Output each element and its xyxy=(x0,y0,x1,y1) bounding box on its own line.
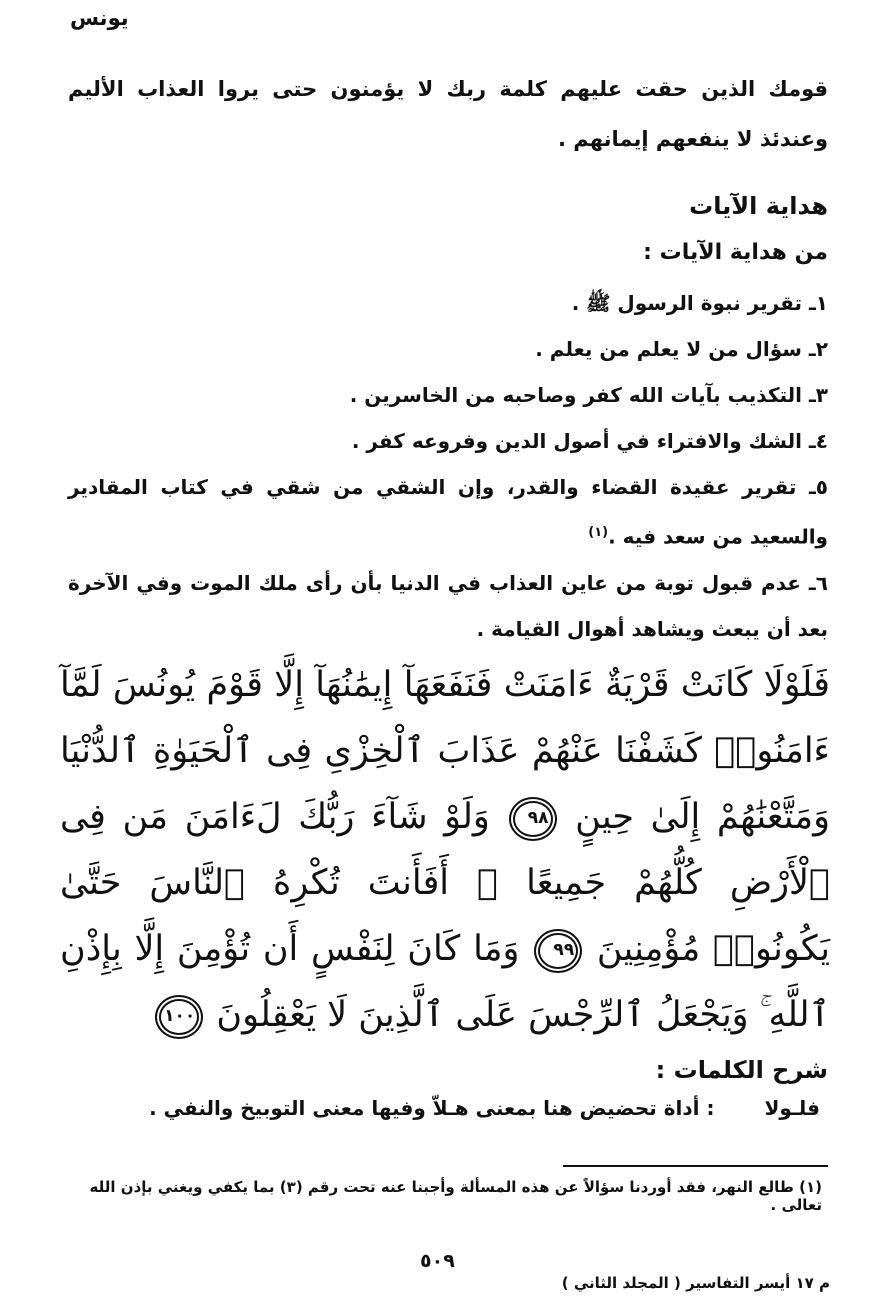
vocabulary-row xyxy=(80,1096,820,1120)
footnote-reference: (١) xyxy=(588,525,609,540)
footer-signature: م ١٧ أيسر التفاسير ( المجلد الثاني ) xyxy=(561,1274,830,1292)
guidance-item-5-text: ٥ـ تقرير عقيدة القضاء والقدر، وإن الشقي من شقي في كتاب المقادير والسعيد من سعد فيه . xyxy=(68,475,828,549)
guidance-subheading: من هداية الآيات : xyxy=(643,240,828,265)
ayah-marker-100: ١٠٠ xyxy=(159,999,199,1035)
ayah-marker-98: ٩٨ xyxy=(513,801,553,837)
guidance-item-4: ٤ـ الشك والافتراء في أصول الدين وفروعه كفر . xyxy=(351,429,828,453)
vocabulary-heading: شرح الكلمات : xyxy=(655,1056,828,1084)
verse-99-text: وَلَوْ شَآءَ رَبُّكَ لَءَامَنَ مَن فِى ٱلْأَرْضِ كُلُّهُمْ جَمِيعًا ۚ أَفَأَنتَ تُكْرِهُ ٱلنَّاسَ حَتَّىٰ يَكُونُوا۟ مُؤْمِنِينَ xyxy=(60,797,830,969)
page-number: ٥٠٩ xyxy=(420,1250,455,1272)
intro-paragraph: قومك الذين حقت عليهم كلمة ربك لا يؤمنون حتى يروا العذاب الأليم وعندئذ لا ينفعهم إيمانهم . xyxy=(68,77,828,151)
guidance-heading: هداية الآيات xyxy=(689,192,828,220)
running-header: يونس xyxy=(70,6,129,30)
ayah-marker-99: ٩٩ xyxy=(538,933,578,969)
guidance-item-5 xyxy=(68,464,828,560)
guidance-item-6: ٦ـ عدم قبول توبة من عاين العذاب في الدنيا بأن رأى ملك الموت وفي الآخرة بعد أن يبعث ويشاهد أهوال القيامة . xyxy=(68,570,828,641)
guidance-list xyxy=(68,280,828,652)
guidance-item-3: ٣ـ التكذيب بآيات الله كفر وصاحبه من الخاسرين . xyxy=(349,383,828,407)
guidance-item-1: ١ـ تقرير نبوة الرسول ﷺ . xyxy=(571,291,828,315)
quran-verses xyxy=(60,652,830,1048)
footnote: (١) طالع النهر، فقد أوردنا سؤالاً عن هذه المسألة وأجبنا عنه تحت رقم (٣) بما يكفي ويغني بإذن الله تعالى . xyxy=(89,1178,822,1214)
guidance-item-2: ٢ـ سؤال من لا يعلم من يعلم . xyxy=(535,337,828,361)
footnote-divider xyxy=(563,1165,828,1167)
vocabulary-term: فلـولا xyxy=(764,1096,820,1120)
vocabulary-definition: : أداة تحضيض هنا بمعنى هـلاّ وفيها معنى التوبيخ والنفي . xyxy=(149,1096,715,1120)
verse-98-text: فَلَوْلَا كَانَتْ قَرْيَةٌ ءَامَنَتْ فَنَفَعَهَآ إِيمَٰنُهَآ إِلَّا قَوْمَ يُونُسَ لَمَّآ ءَامَنُوا۟ كَشَفْنَا عَنْهُمْ عَذَابَ ٱلْخِزْىِ فِى ٱلْحَيَوٰةِ ٱلدُّنْيَا وَمَتَّعْنَٰهُمْ إِلَىٰ حِينٍ xyxy=(60,665,830,837)
verse-100-text: وَمَا كَانَ لِنَفْسٍ أَن تُؤْمِنَ إِلَّا بِإِذْنِ ٱللَّهِ ۚ وَيَجْعَلُ ٱلرِّجْسَ عَلَى ٱلَّذِينَ لَا يَعْقِلُونَ xyxy=(60,929,830,1035)
